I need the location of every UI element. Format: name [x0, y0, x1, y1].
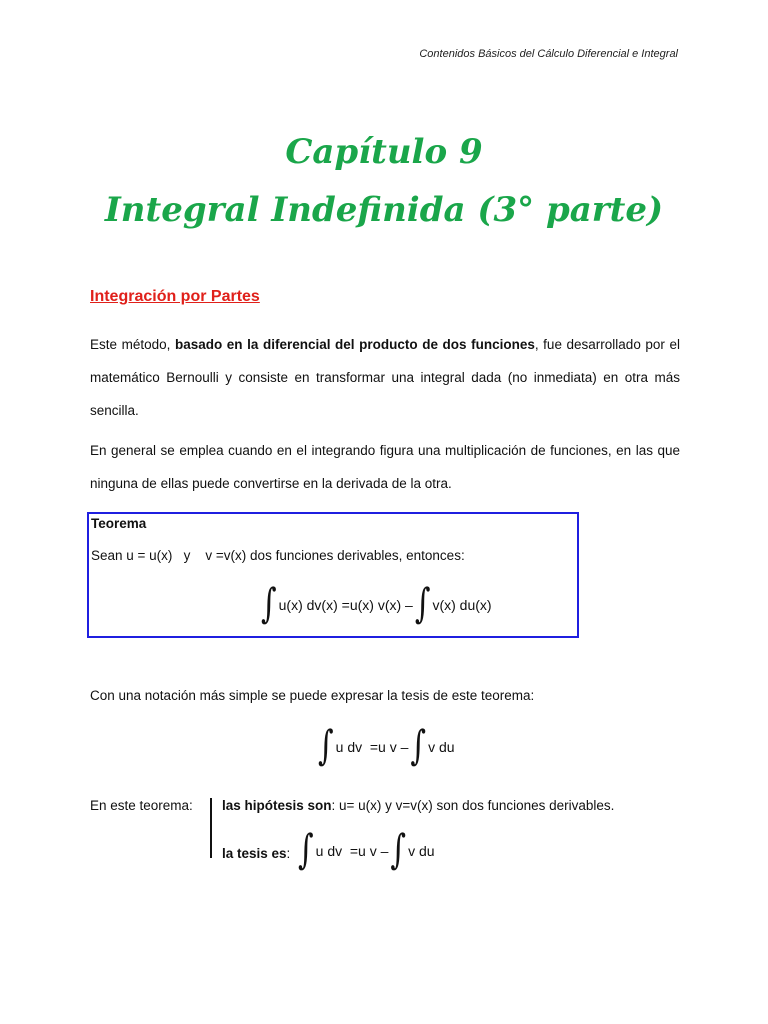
integral-sign-icon: ∫: [390, 826, 407, 874]
paragraph-notation: Con una notación más simple se puede expresar la tesis de este teorema:: [90, 688, 535, 703]
theorem-formula-left: u(x) dv(x) =u(x) v(x) –: [278, 597, 413, 613]
paragraph-usage: En general se emplea cuando en el integrando figura una multiplicación de funciones, en las que ninguna de ellas puede convertirse en la derivada de la otra.: [90, 443, 680, 491]
tesis-formula-right: v du: [408, 843, 435, 859]
tesis-formula: [296, 826, 435, 874]
section-heading: Integración por Partes: [90, 288, 260, 305]
simple-formula-left: u dv =u v –: [335, 739, 409, 755]
theorem-formula: [259, 580, 492, 628]
tesis-formula-left: u dv =u v –: [315, 843, 389, 859]
integral-sign-icon: ∫: [414, 580, 431, 628]
theorem-statement: Sean u = u(x) y v =v(x) dos funciones derivables, entonces:: [91, 548, 465, 563]
simple-formula: [316, 722, 455, 770]
theorem-title: Teorema: [91, 516, 147, 531]
chapter-subtitle: Integral Indefinida (3° parte): [104, 190, 664, 230]
paragraph-method-rest: , fue desarrollado por el matemático Bernoulli y consiste en transformar una integral dada (no inmediata) en otra más sencilla.: [90, 337, 680, 418]
theorem-formula-right: v(x) du(x): [432, 597, 492, 613]
bracket-divider: [210, 798, 212, 858]
integral-sign-icon: ∫: [410, 722, 427, 770]
integral-sign-icon: ∫: [298, 826, 314, 874]
hypothesis-line: [222, 798, 614, 813]
chapter-title: Capítulo 9: [285, 132, 483, 172]
integral-sign-icon: ∫: [261, 580, 277, 628]
theorem-box: [87, 512, 579, 638]
hypothesis-text: : u= u(x) y v=v(x) son dos funciones derivables.: [331, 798, 615, 813]
paragraph-method: [90, 328, 680, 427]
paragraph-theorem-intro: En este teorema:: [90, 798, 193, 813]
simple-formula-right: v du: [428, 739, 455, 755]
paragraph-method-intro: Este método,: [90, 337, 175, 352]
hypothesis-label: las hipótesis son: [222, 798, 332, 813]
page-header: Contenidos Básicos del Cálculo Diferencial e Integral: [419, 48, 678, 60]
tesis-label: [222, 846, 290, 861]
integral-sign-icon: ∫: [318, 722, 334, 770]
tesis-label-text: la tesis es: [222, 846, 287, 861]
tesis-colon: :: [286, 846, 291, 861]
paragraph-method-bold: basado en la diferencial del producto de dos funciones: [174, 337, 535, 352]
